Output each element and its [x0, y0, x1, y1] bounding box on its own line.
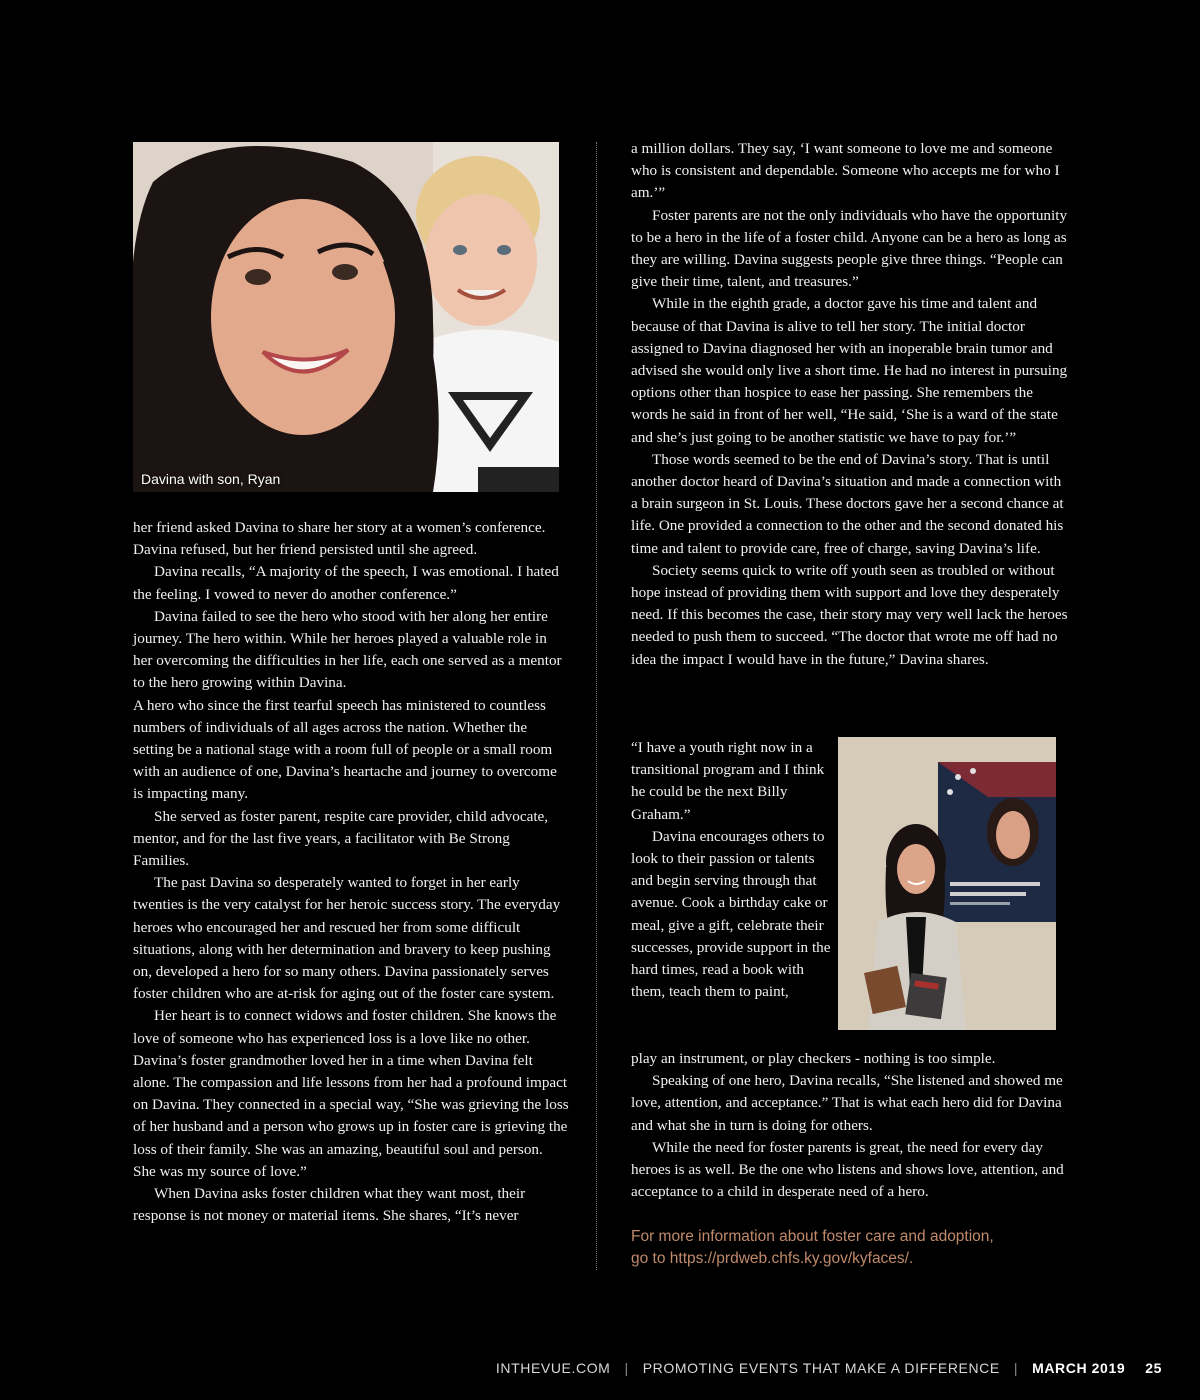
paragraph: “I have a youth right now in a transitional program and I think he could be the next Billy Graham.”: [631, 739, 825, 823]
more-info-link[interactable]: go to https://prdweb.chfs.ky.gov/kyfaces/.: [631, 1250, 914, 1267]
paragraph: Davina failed to see the hero who stood with her along her entire journey. The hero within. While her heroes played a valuable role in her overcoming the difficulties in her life, each one served as a mentor to the hero growing within Davina.: [133, 607, 562, 692]
footer-tagline: PROMOTING EVENTS THAT MAKE A DIFFERENCE: [642, 1360, 1000, 1376]
photo-illustration-poster: [838, 737, 1056, 1030]
paragraph: A hero who since the first tearful speech has ministered to countless numbers of individuals of all ages across the nation. Whether the setting be a national stage with a room full of people or a small room with an audience of one, Davina’s heartache and journey to overcome is impacting many.: [133, 696, 557, 803]
photo-caption: Davina with son, Ryan: [141, 471, 281, 487]
paragraph: While in the eighth grade, a doctor gave his time and talent and because of that Davina is alive to tell her story. The initial doctor assigned to Davina diagnosed her with an inoperable brain tumor and advised she would only live a short time. He had no interest in pursuing options other than hospice to ease her passing. She remembers the words he said in front of her well, “He said, ‘She is a ward of the state and she’s just going to be another statistic we have to pay for.’”: [631, 295, 1068, 446]
paragraph: Davina recalls, “A majority of the speech, I was emotional. I hated the feeling. I vowed to never do another conference.”: [133, 563, 559, 603]
paragraph: She served as foster parent, respite care provider, child advocate, mentor, and for the last five years, a facilitator with Be Strong Families.: [133, 807, 549, 870]
paragraph: Davina encourages others to look to their passion or talents and begin serving through that avenue. Cook a birthday cake or meal, give a gift, celebrate their successes, provide support in the hard times, read a book with them, teach them to paint,: [631, 827, 831, 1001]
footer-separator: |: [1013, 1360, 1019, 1376]
paragraph: Those words seemed to be the end of Davina’s story. That is until another doctor heard of Davina’s situation and made a connection with a brain surgeon in St. Louis. These doctors gave her a second chance at life. One provided a connection to the other and the second donated his time and talent to provide care, free of charge, saving Davina’s life.: [631, 450, 1064, 557]
right-column-text-bottom: [631, 1048, 1071, 1203]
paragraph: a million dollars. They say, ‘I want someone to love me and someone who is consistent and dependable. Someone who accepts me for who I am.’”: [631, 140, 1060, 202]
paragraph: Her heart is to connect widows and foster children. She knows the love of someone who has experienced loss is a love like no other. Davina’s foster grandmother loved her in a time when Davina felt alone. The compassion and life lessons from her had a profound impact on Davina. They connected in a special way, “She was grieving the loss of her husband and a person who grows up in foster care is grieving the loss of their family. She was an amazing, beautiful soul and person. She was my source of love.”: [133, 1007, 569, 1180]
footer-site[interactable]: INTHEVUE.COM: [495, 1360, 611, 1376]
footer-separator: |: [624, 1360, 629, 1376]
right-column-text-top: [631, 138, 1071, 671]
paragraph: Foster parents are not the only individuals who have the opportunity to be a hero in the life of a foster child. Anyone can be a hero as long as they are willing. Davina suggests people give three things. “People can give their time, talent, and treasures.”: [631, 206, 1068, 291]
paragraph: Speaking of one hero, Davina recalls, “She listened and showed me love, attention, and acceptance.” That is what each hero did for Davina and what she in turn is doing for others.: [631, 1072, 1063, 1134]
page-number: 25: [1145, 1360, 1162, 1376]
footer-date: MARCH 2019: [1032, 1360, 1126, 1376]
paragraph: When Davina asks foster children what they want most, their response is not money or material items. She shares, “It’s never: [133, 1185, 526, 1225]
more-info-note: [631, 1226, 1091, 1270]
column-divider: [596, 142, 597, 1270]
right-column-text-narrow: [631, 737, 831, 1003]
paragraph: her friend asked Davina to share her story at a women’s conference. Davina refused, but her friend persisted until she agreed.: [133, 519, 546, 559]
photo-illustration: [133, 142, 559, 492]
paragraph: While the need for foster parents is great, the need for every day heroes is as well. Be the one who listens and shows love, attention, and acceptance to a child in desperate need of a hero.: [631, 1138, 1064, 1201]
page-footer: [0, 1360, 1162, 1376]
more-info-line-1: For more information about foster care and adoption,: [631, 1228, 994, 1245]
paragraph: play an instrument, or play checkers - nothing is too simple.: [631, 1050, 996, 1067]
paragraph: Society seems quick to write off youth seen as troubled or without hope instead of providing them with support and love they desperately need. If this becomes the case, their story may very well lack the heroes needed to push them to succeed. “The doctor that wrote me off had no idea the impact I would have in the future,” Davina shares.: [631, 561, 1068, 668]
left-column-text: [133, 517, 569, 1228]
photo-davina-with-poster: [838, 737, 1056, 1030]
paragraph: The past Davina so desperately wanted to forget in her early twenties is the very catalyst for her heroic success story. The everyday heroes who encouraged her and rescued her from some difficult situations, along with her determination and bravery to keep pushing on, developed a hero for so many others. Davina passionately serves foster children who are at-risk for aging out of the foster care system.: [133, 874, 561, 1003]
photo-davina-and-son: [133, 142, 559, 492]
